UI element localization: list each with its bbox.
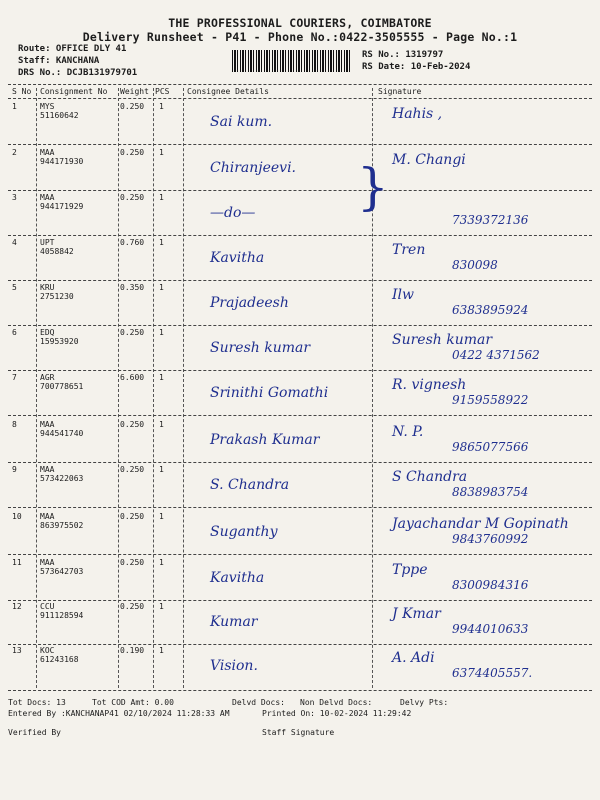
- signature-handwritten: Tren: [392, 242, 426, 258]
- weight-value: 0.760: [120, 238, 145, 247]
- row-sno: 2: [12, 148, 17, 157]
- col-header-sno: S No: [12, 87, 32, 96]
- phone-handwritten: 6383895924: [452, 303, 529, 317]
- row-separator: [8, 144, 592, 145]
- weight-value: 0.250: [120, 193, 145, 202]
- consignment-number: MAA 944171929: [40, 193, 84, 211]
- table-bottom-rule: [8, 690, 592, 691]
- row-separator: [8, 600, 592, 601]
- pieces-count: 1: [159, 558, 164, 567]
- row-separator: [8, 415, 592, 416]
- delivery-points: Delvy Pts:: [400, 698, 449, 707]
- pieces-count: 1: [159, 646, 164, 655]
- weight-value: 0.250: [120, 558, 145, 567]
- consignee-name-handwritten: Suresh kumar: [210, 340, 311, 356]
- weight-value: 0.350: [120, 283, 145, 292]
- row-separator: [8, 190, 592, 191]
- consignee-name-handwritten: Prajadeesh: [210, 295, 289, 311]
- col-header-consignment: Consignment No: [40, 87, 108, 96]
- company-title: THE PROFESSIONAL COURIERS, COIMBATORE: [168, 16, 432, 30]
- consignment-number: UPT 4058842: [40, 238, 74, 256]
- row-sno: 8: [12, 420, 17, 429]
- signature-handwritten: R. vignesh: [392, 377, 467, 393]
- drs-number: DRS No.: DCJB131979701: [18, 68, 138, 78]
- pieces-count: 1: [159, 102, 164, 111]
- table-header-rule: [8, 98, 592, 99]
- row-sno: 5: [12, 283, 17, 292]
- signature-handwritten: M. Changi: [392, 152, 466, 168]
- row-separator: [8, 325, 592, 326]
- runsheet-subtitle: Delivery Runsheet - P41 - Phone No.:0422-3505555 - Page No.:1: [82, 30, 518, 44]
- pieces-count: 1: [159, 238, 164, 247]
- consignee-name-handwritten: Suganthy: [210, 524, 278, 540]
- consignment-number: CCU 911128594: [40, 602, 84, 620]
- row-separator: [8, 280, 592, 281]
- column-divider: [36, 88, 37, 688]
- consignee-name-handwritten: S. Chandra: [210, 477, 290, 493]
- column-divider: [153, 88, 154, 688]
- weight-value: 0.250: [120, 328, 145, 337]
- col-header-weight: Weight: [120, 87, 149, 96]
- consignee-name-handwritten: Prakash Kumar: [210, 432, 320, 448]
- phone-handwritten: 830098: [452, 258, 498, 272]
- signature-handwritten: N. P.: [392, 424, 424, 440]
- row-sno: 12: [12, 602, 22, 611]
- row-separator: [8, 554, 592, 555]
- row-sno: 6: [12, 328, 17, 337]
- signature-handwritten: J Kmar: [392, 606, 441, 622]
- pieces-count: 1: [159, 373, 164, 382]
- consignee-name-handwritten: Vision.: [210, 658, 258, 674]
- row-sno: 11: [12, 558, 22, 567]
- consignment-number: KRU 2751230: [40, 283, 74, 301]
- row-separator: [8, 235, 592, 236]
- row-sno: 9: [12, 465, 17, 474]
- consignment-number: EDQ 15953920: [40, 328, 79, 346]
- pieces-count: 1: [159, 465, 164, 474]
- signature-handwritten: Suresh kumar: [392, 332, 493, 348]
- consignment-number: AGR 700778651: [40, 373, 84, 391]
- phone-handwritten: 7339372136: [452, 213, 529, 227]
- phone-handwritten: 8300984316: [452, 578, 529, 592]
- consignment-number: MAA 944541740: [40, 420, 84, 438]
- column-divider: [183, 88, 184, 688]
- staff-signature: Staff Signature: [262, 728, 335, 737]
- phone-handwritten: 9865077566: [452, 440, 529, 454]
- consignee-name-handwritten: —do—: [210, 205, 256, 221]
- row-separator: [8, 507, 592, 508]
- printed-on: Printed On: 10-02-2024 11:29:42: [262, 709, 412, 718]
- weight-value: 6.600: [120, 373, 145, 382]
- row-separator: [8, 370, 592, 371]
- signature-handwritten: Ilw: [392, 287, 414, 303]
- consignee-name-handwritten: Kavitha: [210, 570, 265, 586]
- consignment-number: MAA 944171930: [40, 148, 84, 166]
- consignment-number: KOC 61243168: [40, 646, 79, 664]
- row-separator: [8, 462, 592, 463]
- weight-value: 0.250: [120, 512, 145, 521]
- signature-handwritten: S Chandra: [392, 469, 468, 485]
- pieces-count: 1: [159, 148, 164, 157]
- phone-handwritten: 6374405557.: [452, 666, 533, 680]
- row-sno: 1: [12, 102, 17, 111]
- row-separator: [8, 644, 592, 645]
- consignee-name-handwritten: Kumar: [210, 614, 258, 630]
- row-sno: 10: [12, 512, 22, 521]
- pieces-count: 1: [159, 512, 164, 521]
- route-label: Route: OFFICE DLY 41: [18, 44, 127, 54]
- consignment-number: MAA 573422063: [40, 465, 84, 483]
- staff-label: Staff: KANCHANA: [18, 56, 100, 66]
- weight-value: 0.250: [120, 102, 145, 111]
- row-sno: 13: [12, 646, 22, 655]
- consignee-name-handwritten: Sai kum.: [210, 114, 273, 130]
- weight-value: 0.190: [120, 646, 145, 655]
- signature-handwritten: Jayachandar M Gopinath: [392, 516, 569, 532]
- verified-by: Verified By: [8, 728, 61, 737]
- entered-by: Entered By :KANCHANAP41 02/10/2024 11:28:33 AM: [8, 709, 230, 718]
- non-delivered-docs: Non Delvd Docs:: [300, 698, 373, 707]
- consignee-name-handwritten: Srinithi Gomathi: [210, 385, 329, 401]
- weight-value: 0.250: [120, 465, 145, 474]
- consignment-number: MYS 51160642: [40, 102, 79, 120]
- pieces-count: 1: [159, 193, 164, 202]
- handwritten-bracket: }: [357, 158, 389, 216]
- weight-value: 0.250: [120, 148, 145, 157]
- consignee-name-handwritten: Kavitha: [210, 250, 265, 266]
- col-header-signature: Signature: [378, 87, 422, 96]
- consignee-name-handwritten: Chiranjeevi.: [210, 160, 297, 176]
- pieces-count: 1: [159, 328, 164, 337]
- consignment-number: MAA 573642703: [40, 558, 84, 576]
- phone-handwritten: 9159558922: [452, 393, 529, 407]
- col-header-consignee: Consignee Details: [187, 87, 269, 96]
- row-sno: 7: [12, 373, 17, 382]
- phone-handwritten: 8838983754: [452, 485, 529, 499]
- total-cod-amount: Tot COD Amt: 0.00: [92, 698, 174, 707]
- pieces-count: 1: [159, 602, 164, 611]
- signature-handwritten: A. Adi: [392, 650, 435, 666]
- consignment-number: MAA 863975502: [40, 512, 84, 530]
- row-sno: 3: [12, 193, 17, 202]
- pieces-count: 1: [159, 283, 164, 292]
- signature-handwritten: Hahis ,: [392, 106, 443, 122]
- barcode-image: [232, 50, 352, 72]
- phone-handwritten: 0422 4371562: [452, 348, 540, 362]
- phone-handwritten: 9843760992: [452, 532, 529, 546]
- col-header-pcs: PCS: [155, 87, 170, 96]
- delivered-docs: Delvd Docs:: [232, 698, 285, 707]
- total-docs: Tot Docs: 13: [8, 698, 66, 707]
- row-sno: 4: [12, 238, 17, 247]
- column-divider: [118, 88, 119, 688]
- rs-number: RS No.: 1319797: [362, 50, 444, 60]
- pieces-count: 1: [159, 420, 164, 429]
- weight-value: 0.250: [120, 602, 145, 611]
- signature-handwritten: Tppe: [392, 562, 428, 578]
- phone-handwritten: 9944010633: [452, 622, 529, 636]
- rs-date: RS Date: 10-Feb-2024: [362, 62, 471, 72]
- weight-value: 0.250: [120, 420, 145, 429]
- table-top-rule: [8, 84, 592, 85]
